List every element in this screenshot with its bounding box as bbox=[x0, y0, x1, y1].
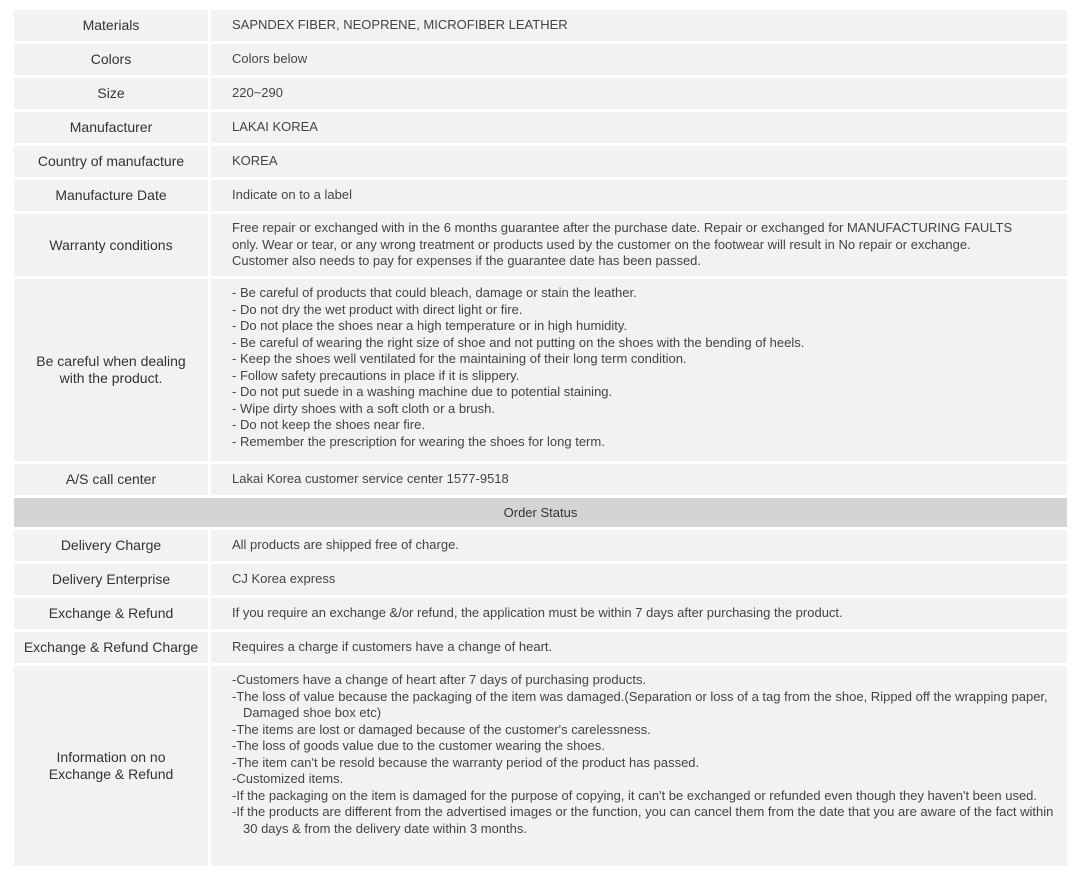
no-exchange-item: -The loss of goods value due to the customer wearing the shoes. bbox=[232, 738, 605, 753]
no-exchange-item: -The item can't be resold because the warranty period of the product has passed. bbox=[232, 754, 700, 770]
row-manufacture-date bbox=[14, 180, 1067, 211]
warranty-label: Warranty conditions bbox=[14, 214, 208, 276]
no-exchange-label-line: Exchange & Refund bbox=[48, 766, 174, 782]
no-exchange-label bbox=[14, 666, 208, 866]
colors-value: Colors below bbox=[211, 44, 1067, 75]
country-label: Country of manufacture bbox=[14, 146, 208, 177]
as-center-value: Lakai Korea customer service center 1577-9518 bbox=[211, 464, 1067, 495]
row-manufacturer bbox=[14, 112, 1067, 143]
no-exchange-item: -Customers have a change of heart after 7 days of purchasing products. bbox=[232, 672, 647, 687]
exchange-refund-charge-value: Requires a charge if customers have a change of heart. bbox=[211, 632, 1067, 663]
country-value: KOREA bbox=[211, 146, 1067, 177]
no-exchange-value bbox=[211, 666, 1067, 866]
row-size bbox=[14, 78, 1067, 109]
manufacturer-label: Manufacturer bbox=[14, 112, 208, 143]
row-warranty bbox=[14, 214, 1067, 276]
no-exchange-label-line: Information on no bbox=[56, 749, 166, 765]
warranty-line: only. Wear or tear, or any wrong treatment or products used by the customer on the footwear will result in No repair or exchange. bbox=[232, 236, 971, 252]
materials-label: Materials bbox=[14, 10, 208, 41]
no-exchange-item: -If the packaging on the item is damaged for the purpose of copying, it can't be exchanged or refunded even though they haven't been used. bbox=[232, 787, 1038, 803]
manufacture-date-value: Indicate on to a label bbox=[211, 180, 1067, 211]
care-item: - Do not place the shoes near a high temperature or in high humidity. bbox=[232, 318, 628, 333]
care-label-line: Be careful when dealing bbox=[36, 353, 186, 369]
order-status-header: Order Status bbox=[14, 498, 1067, 527]
size-label: Size bbox=[14, 78, 208, 109]
delivery-charge-label: Delivery Charge bbox=[14, 530, 208, 561]
manufacture-date-label: Manufacture Date bbox=[14, 180, 208, 211]
care-label-line: with the product. bbox=[59, 370, 163, 386]
care-item: - Follow safety precautions in place if it is slippery. bbox=[232, 367, 520, 383]
no-exchange-item: -The items are lost or damaged because of the customer's carelessness. bbox=[232, 721, 651, 737]
care-value bbox=[211, 279, 1067, 461]
exchange-refund-label: Exchange & Refund bbox=[14, 598, 208, 629]
product-info-table bbox=[14, 10, 1067, 869]
no-exchange-item: -Customized items. bbox=[232, 771, 344, 786]
care-item: - Do not dry the wet product with direct light or fire. bbox=[232, 301, 523, 317]
row-exchange-refund bbox=[14, 598, 1067, 629]
row-no-exchange bbox=[14, 666, 1067, 866]
care-item: - Wipe dirty shoes with a soft cloth or a brush. bbox=[232, 400, 495, 416]
delivery-enterprise-label: Delivery Enterprise bbox=[14, 564, 208, 595]
care-item: - Be careful of wearing the right size of shoe and not putting on the shoes with the bending of heels. bbox=[232, 334, 805, 350]
as-center-label: A/S call center bbox=[14, 464, 208, 495]
care-item: - Do not keep the shoes near fire. bbox=[232, 417, 425, 432]
row-country bbox=[14, 146, 1067, 177]
delivery-charge-value: All products are shipped free of charge. bbox=[211, 530, 1067, 561]
row-delivery-charge bbox=[14, 530, 1067, 561]
size-value: 220~290 bbox=[211, 78, 1067, 109]
materials-value: SAPNDEX FIBER, NEOPRENE, MICROFIBER LEATHER bbox=[211, 10, 1067, 41]
exchange-refund-value: If you require an exchange &/or refund, the application must be within 7 days after purchasing the product. bbox=[211, 598, 1067, 629]
no-exchange-item: -If the products are different from the advertised images or the function, you can cancel them from the date that you are aware of the fact within 30 days & from the delivery date within 3 months. bbox=[232, 804, 1054, 836]
warranty-line: Customer also needs to pay for expenses if the guarantee date has been passed. bbox=[232, 253, 702, 268]
row-materials bbox=[14, 10, 1067, 41]
no-exchange-item: -The loss of value because the packaging of the item was damaged.(Separation or loss of a tag from the shoe, Ripped off the wrapping paper, Damaged shoe box etc) bbox=[232, 688, 1048, 720]
manufacturer-value: LAKAI KOREA bbox=[211, 112, 1067, 143]
care-item: - Be careful of products that could bleach, damage or stain the leather. bbox=[232, 285, 637, 300]
care-item: - Keep the shoes well ventilated for the maintaining of their long term condition. bbox=[232, 351, 687, 366]
row-as-center bbox=[14, 464, 1067, 495]
row-exchange-refund-charge bbox=[14, 632, 1067, 663]
care-label bbox=[14, 279, 208, 461]
row-care bbox=[14, 279, 1067, 461]
warranty-line: Free repair or exchanged with in the 6 months guarantee after the purchase date. Repair or exchanged for MANUFACTURING FAULTS bbox=[232, 220, 1013, 235]
delivery-enterprise-value: CJ Korea express bbox=[211, 564, 1067, 595]
exchange-refund-charge-label: Exchange & Refund Charge bbox=[14, 632, 208, 663]
warranty-value bbox=[211, 214, 1067, 276]
row-delivery-enterprise bbox=[14, 564, 1067, 595]
colors-label: Colors bbox=[14, 44, 208, 75]
row-colors bbox=[14, 44, 1067, 75]
care-item: - Remember the prescription for wearing the shoes for long term. bbox=[232, 433, 605, 449]
care-item: - Do not put suede in a washing machine due to potential staining. bbox=[232, 384, 613, 399]
